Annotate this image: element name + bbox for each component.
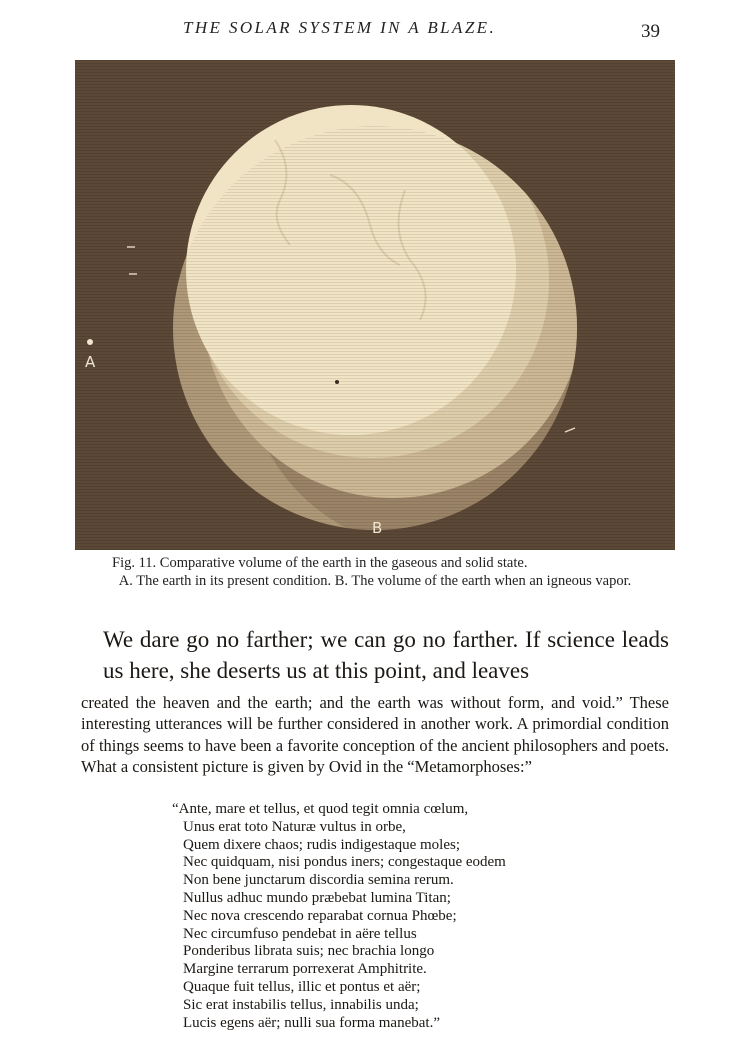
figure-label-a: A (85, 353, 96, 371)
figure-caption-title: Fig. 11. Comparative volume of the earth in the gaseous and solid state. (112, 555, 528, 571)
verse-line: Nec quidquam, nisi pondus iners; congestaque eodem (183, 854, 506, 871)
page-number: 39 (641, 21, 660, 42)
lead-paragraph: We dare go no farther; we can go no farther. If science leads us here, she deserts us at this point, and leaves (103, 627, 669, 683)
verse-line: Nec circumfuso pendebat in aëre tellus (183, 925, 417, 942)
verse-line: Sic erat instabilis tellus, innabilis unda; (183, 996, 419, 1013)
figure-illustration (75, 60, 675, 550)
verse-line: Nullus adhuc mundo præbebat lumina Titan; (183, 889, 451, 906)
earth-present-dot (87, 339, 93, 345)
verse-line: Quem dixere chaos; rudis indigestaque moles; (183, 836, 461, 853)
earth-volume-engraving (75, 60, 675, 550)
figure-caption-legend: A. The earth in its present condition. B. The volume of the earth when an igneous vapor. (118, 573, 632, 589)
figure-label-b: B (372, 519, 383, 537)
verse-line: Unus erat toto Naturæ vultus in orbe, (183, 818, 406, 835)
verse-line: “Ante, mare et tellus, et quod tegit omnia cœlum, (172, 801, 469, 817)
verse-line: Ponderibus librata suis; nec brachia longo (183, 943, 435, 960)
verse-line: Lucis egens aër; nulli sua forma manebat.” (183, 1014, 440, 1031)
ovid-verse-block (172, 801, 506, 1032)
verse-line: Nec nova crescendo reparabat cornua Phœbe; (183, 907, 457, 924)
verse-line: Margine terrarum porrexerat Amphitrite. (183, 961, 427, 978)
verse-line: Non bene junctarum discordia semina rerum. (183, 872, 454, 889)
body-paragraph: created the heaven and the earth; and the earth was without form, and void.” These interesting utterances will be further considered in another work. A primordial condition of things seems to have been a favorite conception of the ancient philosophers and poets. What a consistent picture is given by Ovid in the “Metamorphoses:” (81, 693, 669, 776)
verse-line: Quaque fuit tellus, illic et pontus et aër; (183, 978, 421, 995)
running-title: THE SOLAR SYSTEM IN A BLAZE. (183, 18, 497, 37)
running-head (0, 18, 750, 44)
